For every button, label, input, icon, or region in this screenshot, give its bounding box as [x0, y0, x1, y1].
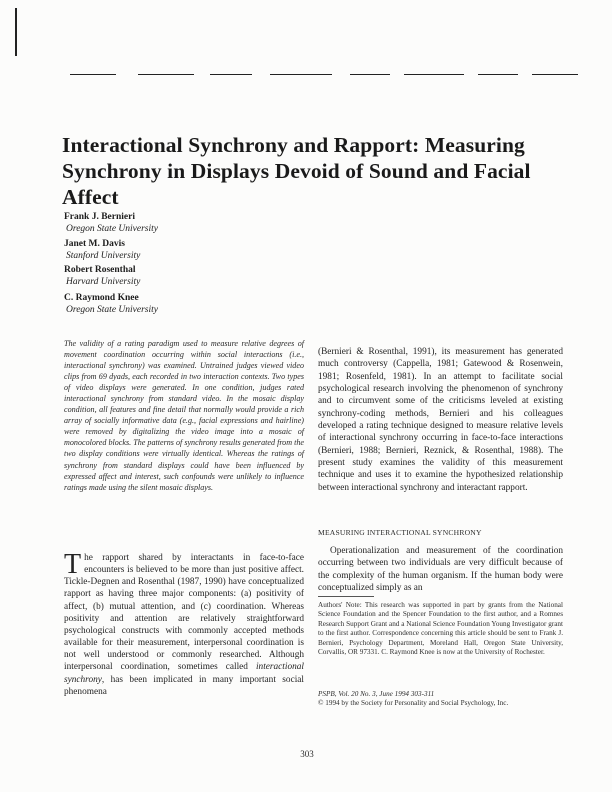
author-name: Frank J. Bernieri: [64, 212, 135, 222]
section-heading: MEASURING INTERACTIONAL SYNCHRONY: [318, 528, 482, 537]
footnote-divider: [318, 596, 374, 597]
author-block: [64, 211, 324, 235]
body-right-column: (Bernieri & Rosenthal, 1991), its measurement has generated much controversy (Cappella, 1981; Gatewood & Rosenwein, 1981; Rosenfeld, 1981). In an attempt to facilitate social psychological research involving the phenomenon of synchrony and to circumvent some of the criticisms leveled at existing synchrony-coding methods, Bernieri and his colleagues developed a rating technique designed to measure relative levels of interactional synchrony occurring in face-to-face interactions (Bernieri, 1988; Bernieri, Reznick, & Rosenthal, 1988). The present study examines the validity of this measurement technique and uses it to examine the hypothesized relationship between interactional synchrony and interactant rapport.: [318, 347, 563, 493]
author-name: Janet M. Davis: [64, 239, 125, 249]
journal-info: PSPB, Vol. 20 No. 3, June 1994 303-311: [318, 690, 435, 698]
body-text-end: , has been implicated in many important social phenomena: [64, 674, 304, 697]
author-name: Robert Rosenthal: [64, 265, 136, 275]
page-number: 303: [300, 749, 314, 759]
scan-dash: [70, 74, 116, 75]
scan-dash: [270, 74, 332, 75]
drop-cap: T: [64, 549, 82, 580]
author-affiliation: Oregon State University: [66, 224, 158, 234]
author-affiliation: Stanford University: [66, 251, 141, 261]
article-title: [62, 132, 582, 210]
authors-note: Authors' Note: This research was supported in part by grants from the National Science Foundation and the Spencer Foundation to the first author, and a Romnes Research Support Grant and a National Science Foundation Young Investigator grant to the first author. Correspondence concerning this article should be sent to Frank J. Bernieri, Psychology Department, Moreland Hall, Oregon State University, Corvallis, OR 97331. C. Raymond Knee is now at the University of Rochester.: [318, 601, 563, 657]
author-block: [64, 238, 324, 262]
scan-dash: [478, 74, 518, 75]
scan-dash: [404, 74, 464, 75]
scan-dash: [350, 74, 390, 75]
body-left-column: [64, 549, 304, 698]
scan-artifact-vertical: [15, 8, 17, 56]
abstract: The validity of a rating paradigm used to measure relative degrees of movement coordination occurring within social interactions (i.e., interactional synchrony) was examined. Untrained judges viewed video clips from 69 dyads, each recorded in two interaction contexts. Two types of video displays were generated. In one condition, judges rated interactional synchrony from standard video. In the mosaic display condition, all features and fine detail that normally would provide a rich array of socially informative data (e.g., facial expressions and hairline) were removed by digitalizing the video image into a mosaic of monocolored blocks. The patterns of synchrony results generated from the two display conditions were virtually identical. Whereas the ratings of synchrony from standard displays could have been influenced by expressed affect and interest, such confounds were unlikely to influence ratings made using the silent mosaic displays.: [64, 339, 304, 492]
scan-dash: [532, 74, 578, 75]
scan-dash: [138, 74, 194, 75]
scan-dash: [210, 74, 252, 75]
author-affiliation: Oregon State University: [66, 305, 158, 315]
journal-citation: [318, 690, 563, 709]
body-right-continued: Operationalization and measurement of the coordination occurring between two individuals are very difficult because of the complexity of the human organism. If the human body were conceptualized simply as an: [318, 546, 563, 593]
author-block: [64, 292, 324, 316]
copyright: © 1994 by the Society for Personality and Social Psychology, Inc.: [318, 699, 509, 708]
author-affiliation: Harvard University: [66, 277, 141, 287]
title-line-1: Interactional Synchrony and Rapport: Measuring: [62, 133, 525, 157]
author-name: C. Raymond Knee: [64, 293, 139, 303]
body-text: he rapport shared by interactants in face-to-face encounters is believed to be more than just positive affect. Tickle-Degnen and Rosenthal (1987, 1990) have conceptualized rapport as having three major components: (a) positivity of affect, (b) mutual attention, and (c) coordination. Whereas positivity and attention are relatively straightforward psychological constructs with commonly accepted methods available for their measurement, interpersonal coordination is not well understood or commonly researched. Although interpersonal coordination, sometimes called: [64, 553, 304, 673]
title-line-2: Synchrony in Displays Devoid of Sound and Facial Affect: [62, 159, 531, 209]
author-block: [64, 264, 324, 288]
body-italic-term: interactional synchrony: [64, 662, 304, 685]
